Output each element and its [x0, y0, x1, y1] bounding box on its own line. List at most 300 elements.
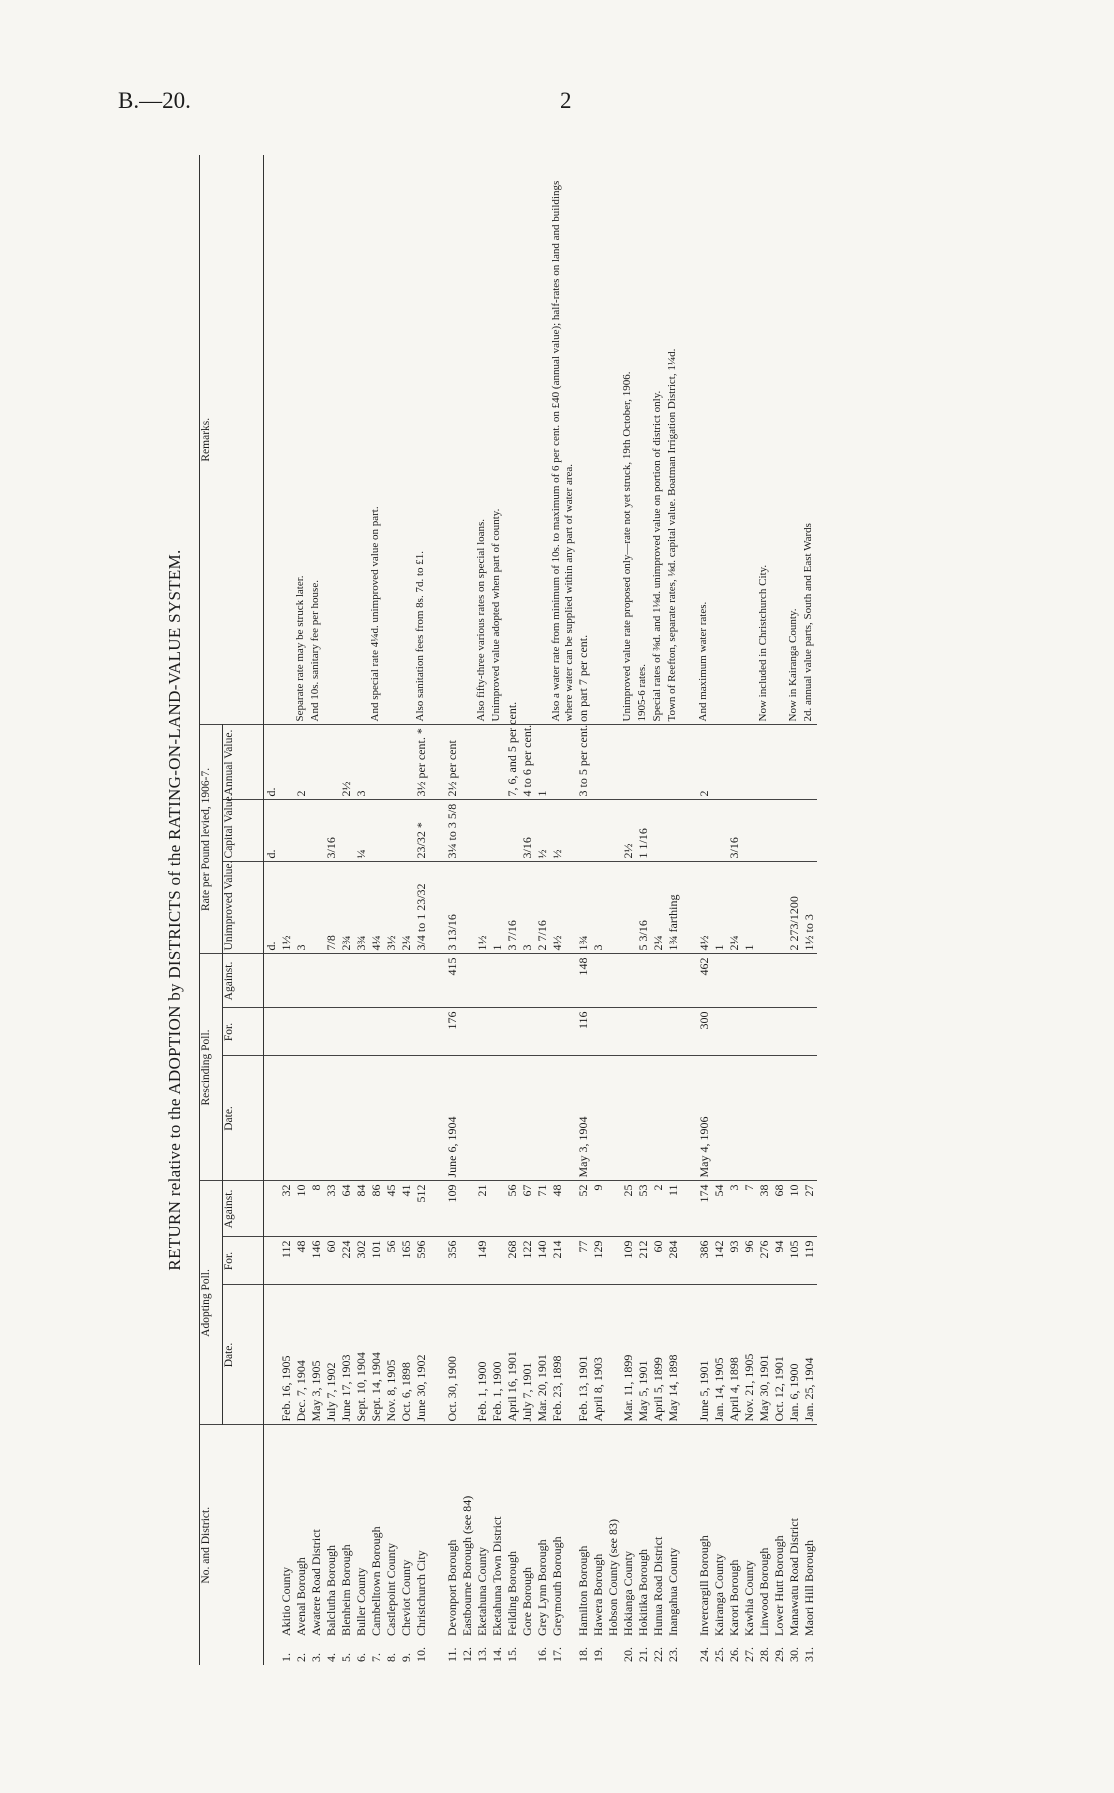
cell-remarks [712, 155, 727, 725]
district-name: Buller County [354, 1567, 368, 1636]
cell-adopt-date: Dec. 7, 1904 [294, 1285, 309, 1425]
cell-rescind-for [490, 1008, 505, 1056]
row-number: 13. [475, 1647, 489, 1662]
cell-unimproved: 1 [742, 862, 757, 954]
cell-capital [369, 800, 384, 862]
table-row [339, 155, 354, 1665]
district-name: Awatere Road District [309, 1529, 323, 1636]
row-number: 26. [727, 1647, 741, 1662]
cell-adopt-for: 302 [354, 1237, 369, 1285]
cell-unimproved [309, 862, 324, 954]
cell-annual [324, 725, 339, 800]
cell-adopt-for [606, 1237, 621, 1285]
cell-adopt-date: July 7, 1901 [520, 1285, 535, 1425]
cell-unimproved: 2¾ [339, 862, 354, 954]
cell-district [772, 1425, 787, 1665]
row-number: 28. [757, 1647, 771, 1662]
district-name: Greymouth Borough [550, 1536, 564, 1636]
col-rate: Rate per Pound levied, 1906-7. [200, 725, 223, 954]
cell-capital [576, 800, 591, 862]
cell-rescind-for [460, 1008, 475, 1056]
cell-adopt-for: 119 [802, 1237, 817, 1285]
cell-unimproved: 1 [712, 862, 727, 954]
table-row [606, 155, 621, 1665]
col-adopt-for: For. [223, 1237, 264, 1285]
cell-district [294, 1425, 309, 1665]
cell-district [591, 1425, 606, 1665]
district-name: Kawhia County [742, 1560, 756, 1636]
cell-remarks [384, 155, 399, 725]
row-number: 7. [369, 1653, 383, 1662]
cell-rescind-against [460, 954, 475, 1008]
district-name: Gore Borough [520, 1567, 534, 1636]
cell-adopt-against: 32 [279, 1181, 294, 1237]
cell-district [576, 1425, 591, 1665]
table-row [591, 155, 606, 1665]
cell-annual: 1 [535, 725, 550, 800]
cell-rescind-for [520, 1008, 535, 1056]
cell-district [651, 1425, 666, 1665]
table-row [414, 155, 429, 1665]
table-row [787, 155, 802, 1665]
cell-rescind-for [591, 1008, 606, 1056]
table-row [727, 155, 742, 1665]
cell-rescind-for: 116 [576, 1008, 591, 1056]
cell-adopt-date: Mar. 11, 1899 [621, 1285, 636, 1425]
cell-adopt-against: 56 [505, 1181, 520, 1237]
table-row [505, 155, 520, 1665]
cell-unimproved: 1¾ [576, 862, 591, 954]
row-number: 31. [802, 1647, 816, 1662]
row-number: 21. [636, 1647, 650, 1662]
cell-annual: 2 [294, 725, 309, 800]
cell-capital: 3/16 [520, 800, 535, 862]
cell-rescind-for [324, 1008, 339, 1056]
cell-adopt-against: 52 [576, 1181, 591, 1237]
cell-rescind-against [550, 954, 576, 1008]
col-capital: Capital Value. [223, 800, 264, 862]
cell-rescind-for [279, 1008, 294, 1056]
cell-unimproved: 4¼ [369, 862, 384, 954]
cell-annual [787, 725, 802, 800]
cell-adopt-date: April 8, 1903 [591, 1285, 606, 1425]
cell-rescind-for [339, 1008, 354, 1056]
cell-district [550, 1425, 576, 1665]
cell-rescind-against [666, 954, 681, 1008]
cell-remarks [339, 155, 354, 725]
cell-adopt-date: Feb. 16, 1905 [279, 1285, 294, 1425]
cell-remarks: Also a water rate from minimum of 10s. to maximum of 6 per cent. on £40 (annual value); half-rates on land and buildings where water can be supplied within any part of water area. [550, 155, 576, 725]
cell-rescind-against [490, 954, 505, 1008]
cell-annual [802, 725, 817, 800]
cell-rescind-for [742, 1008, 757, 1056]
cell-district [309, 1425, 324, 1665]
cell-remarks [772, 155, 787, 725]
cell-rescind-for [787, 1008, 802, 1056]
cell-district [535, 1425, 550, 1665]
cell-adopt-for: 56 [384, 1237, 399, 1285]
cell-adopt-for: 60 [324, 1237, 339, 1285]
cell-adopt-for: 109 [621, 1237, 636, 1285]
cell-adopt-for: 386 [697, 1237, 712, 1285]
cell-adopt-for: 142 [712, 1237, 727, 1285]
cell-rescind-for [309, 1008, 324, 1056]
cell-remarks: Unimproved value rate proposed only—rate not yet struck, 19th October, 1906. [621, 155, 636, 725]
cell-annual [772, 725, 787, 800]
cell-annual [384, 725, 399, 800]
cell-annual: 7, 6, and 5 per cent. [505, 725, 520, 800]
cell-rescind-against [520, 954, 535, 1008]
cell-annual [651, 725, 666, 800]
cell-rescind-date [354, 1056, 369, 1181]
cell-rescind-date [339, 1056, 354, 1181]
table-row [621, 155, 636, 1665]
table-row [475, 155, 490, 1665]
cell-remarks: Special rates of ⅜d. and 1⅛d. unimproved value on portion of district only. [651, 155, 666, 725]
table-row [490, 155, 505, 1665]
cell-district [697, 1425, 712, 1665]
cell-rescind-date [475, 1056, 490, 1181]
cell-capital [666, 800, 681, 862]
cell-adopt-date: April 16, 1901 [505, 1285, 520, 1425]
cell-remarks: Also fifty-three various rates on special loans. [475, 155, 490, 725]
cell-rescind-date [757, 1056, 772, 1181]
cell-district [636, 1425, 651, 1665]
cell-annual [727, 725, 742, 800]
cell-district [354, 1425, 369, 1665]
cell-remarks: 2d. annual value parts, South and East Wards [802, 155, 817, 725]
cell-rescind-for [606, 1008, 621, 1056]
cell-capital [697, 800, 712, 862]
cell-adopt-date: Nov. 8, 1905 [384, 1285, 399, 1425]
rating-return-table [199, 155, 817, 1665]
cell-remarks: And 10s. sanitary fee per house. [309, 155, 324, 725]
cell-capital [651, 800, 666, 862]
table-row [354, 155, 369, 1665]
cell-adopt-against: 41 [399, 1181, 414, 1237]
cell-capital: 3/16 [324, 800, 339, 862]
row-number: 19. [591, 1647, 605, 1662]
cell-rescind-for [354, 1008, 369, 1056]
cell-remarks [535, 155, 550, 725]
cell-rescind-against: 148 [576, 954, 591, 1008]
col-rescind-for: For. [223, 1008, 264, 1056]
cell-rescind-against [324, 954, 339, 1008]
cell-annual: 2 [697, 725, 712, 800]
district-name: Cambelltown Borough [369, 1526, 383, 1636]
cell-rescind-for [712, 1008, 727, 1056]
cell-remarks: Unimproved value adopted when part of county. [490, 155, 505, 725]
cell-district [621, 1425, 636, 1665]
table-row [279, 155, 294, 1665]
table-row [399, 155, 414, 1665]
cell-rescind-date [550, 1056, 576, 1181]
cell-district [802, 1425, 817, 1665]
cell-rescind-date [460, 1056, 475, 1181]
cell-annual [636, 725, 651, 800]
cell-adopt-against: 33 [324, 1181, 339, 1237]
district-name: Hawera Borough [591, 1553, 605, 1636]
cell-annual [490, 725, 505, 800]
cell-adopt-date: Feb. 1, 1900 [475, 1285, 490, 1425]
district-name: Karori Borough [727, 1559, 741, 1636]
col-rescind-against: Against. [223, 954, 264, 1008]
cell-annual [550, 725, 576, 800]
cell-annual: 3 to 5 per cent. on part 7 per cent. [576, 725, 591, 800]
cell-adopt-date: Jan. 25, 1904 [802, 1285, 817, 1425]
district-name: Maori Hill Borough [802, 1540, 816, 1636]
cell-adopt-date: June 17, 1903 [339, 1285, 354, 1425]
cell-adopt-against [490, 1181, 505, 1237]
district-name: Hokitika Borough [636, 1549, 650, 1636]
cell-adopt-date: Oct. 6, 1898 [399, 1285, 414, 1425]
cell-adopt-against: 38 [757, 1181, 772, 1237]
cell-capital: 3¼ to 3 5/8 [445, 800, 460, 862]
cell-rescind-against [535, 954, 550, 1008]
cell-rescind-against [621, 954, 636, 1008]
cell-capital [309, 800, 324, 862]
cell-adopt-against: 64 [339, 1181, 354, 1237]
cell-adopt-against: 10 [787, 1181, 802, 1237]
cell-unimproved: 2 7/16 [535, 862, 550, 954]
cell-rescind-for [475, 1008, 490, 1056]
cell-capital: 3/16 [727, 800, 742, 862]
cell-remarks [399, 155, 414, 725]
cell-capital [712, 800, 727, 862]
cell-capital [742, 800, 757, 862]
cell-adopt-for: 224 [339, 1237, 354, 1285]
cell-adopt-for [460, 1237, 475, 1285]
cell-adopt-date: May 14, 1898 [666, 1285, 681, 1425]
cell-annual [279, 725, 294, 800]
cell-adopt-date: June 5, 1901 [697, 1285, 712, 1425]
cell-rescind-date [520, 1056, 535, 1181]
cell-rescind-date [591, 1056, 606, 1181]
cell-unimproved: 2¼ [399, 862, 414, 954]
cell-rescind-for [414, 1008, 429, 1056]
cell-adopt-against: 7 [742, 1181, 757, 1237]
col-annual: Annual Value. [223, 725, 264, 800]
cell-unimproved: 5 3/16 [636, 862, 651, 954]
cell-rescind-date [727, 1056, 742, 1181]
cell-adopt-for: 112 [279, 1237, 294, 1285]
cell-adopt-date: May 30, 1901 [757, 1285, 772, 1425]
district-name: Eketahuna Town District [490, 1516, 504, 1636]
cell-unimproved: 3 [294, 862, 309, 954]
cell-rescind-against [279, 954, 294, 1008]
cell-unimproved: 3 [520, 862, 535, 954]
district-name: Cheviot County [399, 1559, 413, 1636]
cell-district [742, 1425, 757, 1665]
row-number: 5. [339, 1653, 353, 1662]
cell-remarks: Separate rate may be struck later. [294, 155, 309, 725]
cell-unimproved: 3/4 to 1 23/32 [414, 862, 429, 954]
cell-annual [399, 725, 414, 800]
col-district: No. and District. [200, 1425, 264, 1665]
cell-unimproved: 3¾ [354, 862, 369, 954]
row-number: 24. [697, 1647, 711, 1662]
cell-remarks: And maximum water rates. [697, 155, 712, 725]
cell-remarks [354, 155, 369, 725]
cell-adopt-date: Jan. 6, 1900 [787, 1285, 802, 1425]
row-number: 17. [550, 1647, 564, 1662]
table-row [742, 155, 757, 1665]
cell-adopt-for: 140 [535, 1237, 550, 1285]
col-adopting-poll: Adopting Poll. [200, 1181, 223, 1425]
row-spacer [429, 155, 445, 1665]
cell-rescind-date [414, 1056, 429, 1181]
document-code: B.—20. [118, 88, 191, 113]
cell-adopt-date: Nov. 21, 1905 [742, 1285, 757, 1425]
cell-adopt-against: 512 [414, 1181, 429, 1237]
cell-rescind-against [384, 954, 399, 1008]
cell-unimproved: 4½ [697, 862, 712, 954]
cell-district [712, 1425, 727, 1665]
cell-rescind-for [727, 1008, 742, 1056]
cell-rescind-for [505, 1008, 520, 1056]
cell-district [727, 1425, 742, 1665]
table-row [520, 155, 535, 1665]
cell-capital [384, 800, 399, 862]
cell-adopt-date [460, 1285, 475, 1425]
row-number: 30. [787, 1647, 801, 1662]
cell-annual [742, 725, 757, 800]
cell-unimproved: 2¼ [727, 862, 742, 954]
cell-adopt-date: Sept. 14, 1904 [369, 1285, 384, 1425]
cell-unimproved [772, 862, 787, 954]
district-name: Avenal Borough [294, 1557, 308, 1636]
table-row [369, 155, 384, 1665]
cell-rescind-against [757, 954, 772, 1008]
cell-adopt-date: July 7, 1902 [324, 1285, 339, 1425]
cell-rescind-date [505, 1056, 520, 1181]
cell-adopt-against: 10 [294, 1181, 309, 1237]
cell-rescind-for [384, 1008, 399, 1056]
cell-district [490, 1425, 505, 1665]
cell-unimproved: 1½ [279, 862, 294, 954]
cell-capital [460, 800, 475, 862]
unit-annual: d. [264, 725, 280, 800]
cell-adopt-against: 54 [712, 1181, 727, 1237]
cell-remarks: Now included in Christchurch City. [757, 155, 772, 725]
cell-district [475, 1425, 490, 1665]
cell-district [369, 1425, 384, 1665]
cell-remarks [505, 155, 520, 725]
row-spacer [681, 155, 697, 1665]
cell-rescind-date: May 4, 1906 [697, 1056, 712, 1181]
row-number: 22. [651, 1647, 665, 1662]
table-row [666, 155, 681, 1665]
district-name: Hokianga County [621, 1551, 635, 1636]
cell-adopt-date: April 5, 1899 [651, 1285, 666, 1425]
cell-adopt-for: 276 [757, 1237, 772, 1285]
rotated-table-region [155, 155, 1045, 1665]
cell-rescind-against [354, 954, 369, 1008]
table-title: RETURN relative to the ADOPTION by DISTRICTS of the RATING-ON-LAND-VALUE SYSTEM. [165, 549, 184, 1271]
cell-district [505, 1425, 520, 1665]
cell-adopt-against: 48 [550, 1181, 576, 1237]
cell-adopt-against: 86 [369, 1181, 384, 1237]
cell-unimproved [606, 862, 621, 954]
cell-rescind-for [757, 1008, 772, 1056]
district-name: Eketahuna County [475, 1547, 489, 1636]
cell-rescind-for [651, 1008, 666, 1056]
cell-unimproved: 1¾ farthing [666, 862, 681, 954]
cell-rescind-against [772, 954, 787, 1008]
cell-rescind-for [621, 1008, 636, 1056]
cell-unimproved: 1 [490, 862, 505, 954]
table-row [636, 155, 651, 1665]
district-name: Devonport Borough [445, 1539, 459, 1636]
cell-rescind-against [399, 954, 414, 1008]
cell-adopt-date: Feb. 1, 1900 [490, 1285, 505, 1425]
cell-capital: ½ [550, 800, 576, 862]
cell-rescind-against: 415 [445, 954, 460, 1008]
cell-rescind-for [550, 1008, 576, 1056]
cell-rescind-date [787, 1056, 802, 1181]
cell-rescind-date: May 3, 1904 [576, 1056, 591, 1181]
district-name: Manawatu Road District [787, 1518, 801, 1636]
cell-remarks [591, 155, 606, 725]
cell-adopt-against: 68 [772, 1181, 787, 1237]
cell-rescind-date [772, 1056, 787, 1181]
cell-rescind-against [591, 954, 606, 1008]
cell-remarks: Also sanitation fees from 8s. 7d. to £1. [414, 155, 429, 725]
cell-rescind-against: 462 [697, 954, 712, 1008]
cell-rescind-against [727, 954, 742, 1008]
col-adopt-date: Date. [223, 1285, 264, 1425]
cell-capital [339, 800, 354, 862]
cell-annual [757, 725, 772, 800]
cell-district [666, 1425, 681, 1665]
cell-rescind-date [369, 1056, 384, 1181]
cell-adopt-against: 25 [621, 1181, 636, 1237]
cell-remarks [460, 155, 475, 725]
cell-rescind-date [279, 1056, 294, 1181]
cell-adopt-against: 174 [697, 1181, 712, 1237]
col-adopt-against: Against. [223, 1181, 264, 1237]
table-row [324, 155, 339, 1665]
district-name: Eastbourne Borough (see 84) [460, 1495, 474, 1636]
table-row [460, 155, 475, 1665]
cell-unimproved: 3½ [384, 862, 399, 954]
row-number: 2. [294, 1653, 308, 1662]
cell-adopt-against: 21 [475, 1181, 490, 1237]
cell-rescind-for [369, 1008, 384, 1056]
row-number: 14. [490, 1647, 504, 1662]
cell-adopt-for: 105 [787, 1237, 802, 1285]
cell-adopt-for: 356 [445, 1237, 460, 1285]
cell-adopt-for: 146 [309, 1237, 324, 1285]
cell-annual [369, 725, 384, 800]
cell-capital [475, 800, 490, 862]
cell-adopt-against [606, 1181, 621, 1237]
col-rescind-date: Date. [223, 1056, 264, 1181]
cell-adopt-for: 101 [369, 1237, 384, 1285]
cell-adopt-date: Oct. 12, 1901 [772, 1285, 787, 1425]
row-number: 18. [576, 1647, 590, 1662]
cell-rescind-against [294, 954, 309, 1008]
cell-district [460, 1425, 475, 1665]
cell-adopt-for: 165 [399, 1237, 414, 1285]
cell-adopt-for: 48 [294, 1237, 309, 1285]
row-number: 16. [535, 1647, 549, 1662]
cell-annual: 2½ per cent [445, 725, 460, 800]
row-number: 25. [712, 1647, 726, 1662]
table-header [200, 155, 264, 1665]
cell-remarks [324, 155, 339, 725]
cell-adopt-against: 53 [636, 1181, 651, 1237]
